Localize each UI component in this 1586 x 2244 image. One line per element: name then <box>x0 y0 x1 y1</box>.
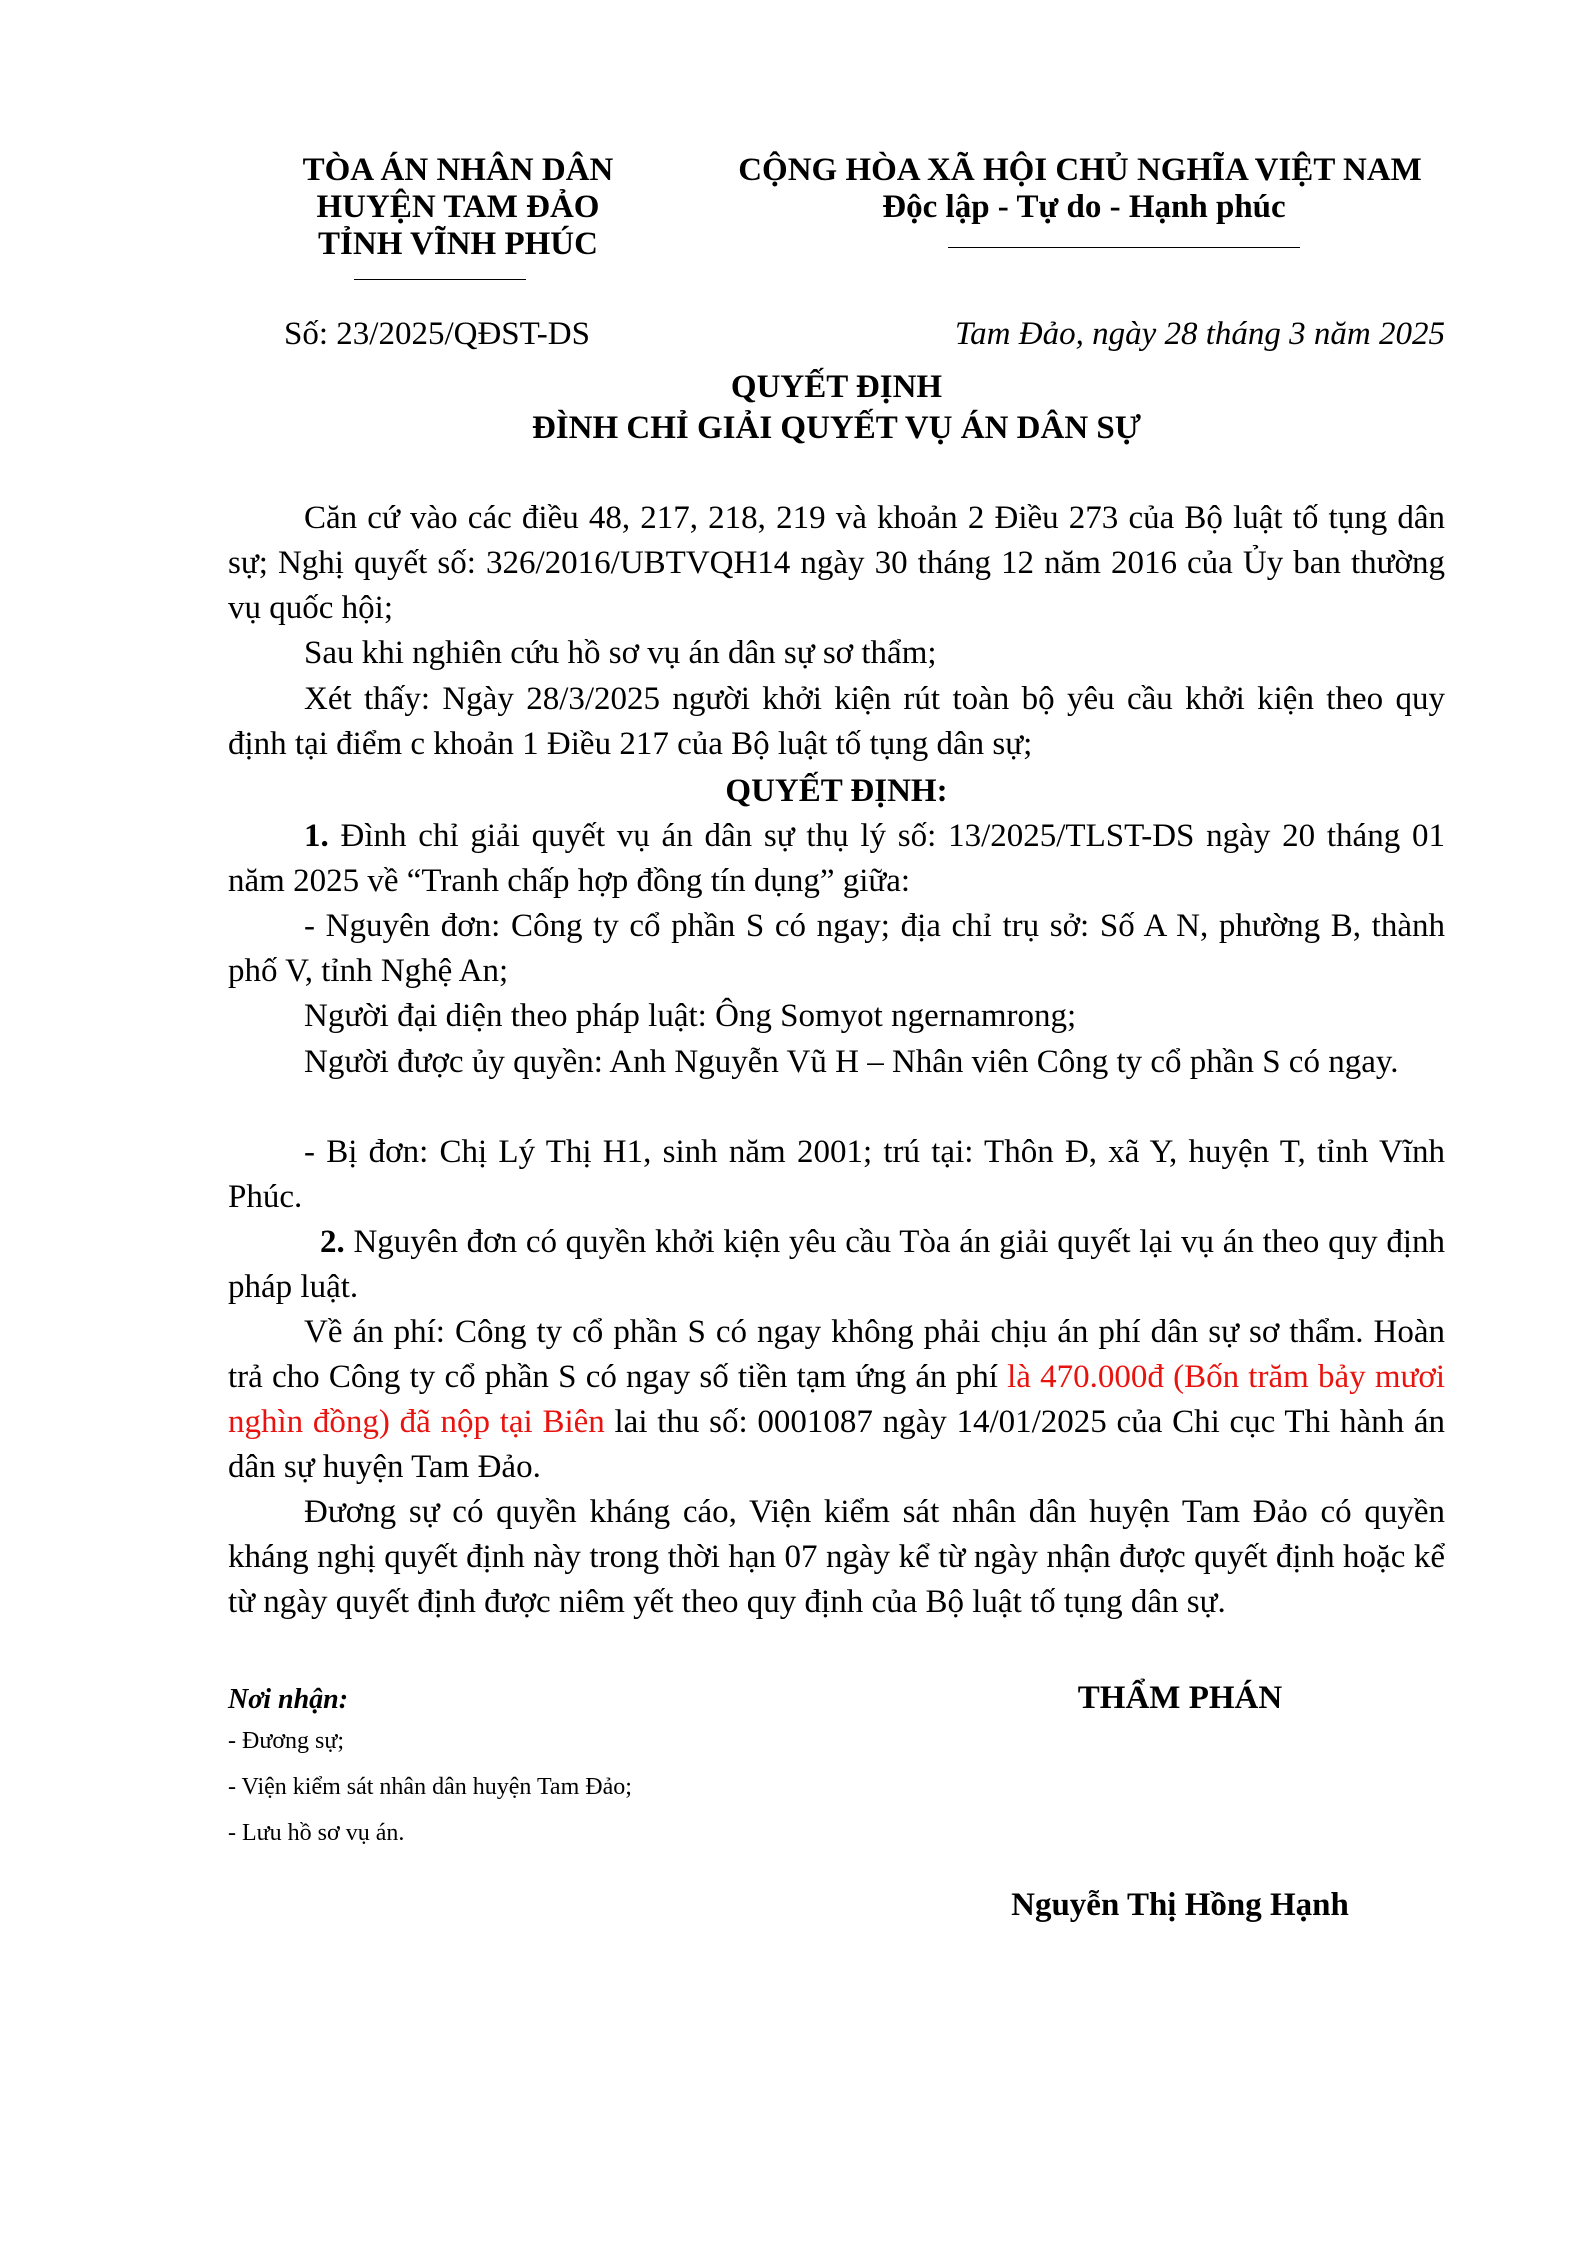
recipient-item: - Viện kiểm sát nhân dân huyện Tam Đảo; <box>228 1774 632 1800</box>
nation-title: CỘNG HÒA XÃ HỘI CHỦ NGHĨA VIỆT NAM <box>738 152 1422 188</box>
document-number: Số: 23/2025/QĐST-DS <box>284 316 590 352</box>
decision-item-2 <box>228 1220 1445 1310</box>
item-2-text: Nguyên đơn có quyền khởi kiện yêu cầu Tòa án giải quyết lại vụ án theo quy định pháp luật. <box>228 1224 1445 1305</box>
court-header-rule <box>354 279 526 280</box>
recipient-item: - Đương sự; <box>228 1728 345 1754</box>
item-1-number: 1. <box>304 818 329 854</box>
decision-item-1 <box>228 814 1445 904</box>
item-2-number: 2. <box>320 1224 345 1260</box>
court-name: TÒA ÁN NHÂN DÂN <box>302 152 614 188</box>
court-province: TỈNH VĨNH PHÚC <box>318 226 598 262</box>
motto-rule <box>948 247 1300 248</box>
legal-representative: Người đại diện theo pháp luật: Ông Somyot ngernamrong; <box>304 998 1077 1034</box>
signature-title: THẨM PHÁN <box>1077 1680 1283 1716</box>
judge-name: Nguyễn Thị Hồng Hạnh <box>1011 1887 1349 1923</box>
item-1-text: Đình chỉ giải quyết vụ án dân sự thụ lý số: 13/2025/TLST-DS ngày 20 tháng 01 năm 2025 về “Tranh chấp hợp đồng tín dụng” giữa: <box>228 818 1445 899</box>
recipients-list <box>228 1725 632 1863</box>
court-district: HUYỆN TAM ĐẢO <box>316 189 600 225</box>
document-title: QUYẾT ĐỊNH <box>730 369 943 405</box>
national-motto: Độc lập - Tự do - Hạnh phúc <box>882 189 1286 225</box>
fee-amount-highlight: là 470.000đ (Bốn trăm bảy mươi nghìn đồng) đã nộp tại Biên <box>228 1359 1445 1440</box>
fee-text-start: Về án phí: Công ty cổ phần S có ngay không phải chịu án phí dân sự sơ thẩm. Hoàn trả cho Công ty cổ phần S có ngay số tiền tạm ứng án phí <box>228 1314 1445 1395</box>
appeal-rights-paragraph: Đương sự có quyền kháng cáo, Viện kiểm sát nhân dân huyện Tam Đảo có quyền kháng nghị quyết định này trong thời hạn 07 ngày kể từ ngày nhận được quyết định hoặc kể từ ngày quyết định được niêm yết theo quy định của Bộ luật tố tụng dân sự. <box>228 1494 1445 1620</box>
nation-header <box>700 152 1460 226</box>
place-and-date: Tam Đảo, ngày 28 tháng 3 năm 2025 <box>954 316 1445 352</box>
recipient-item: - Lưu hồ sơ vụ án. <box>228 1820 405 1846</box>
consideration-paragraph: Xét thấy: Ngày 28/3/2025 người khởi kiện rút toàn bộ yêu cầu khởi kiện theo quy định tại điểm c khoản 1 Điều 217 của Bộ luật tố tụng dân sự; <box>228 681 1445 762</box>
plaintiff-paragraph: - Nguyên đơn: Công ty cổ phần S có ngay; địa chỉ trụ sở: Số A N, phường B, thành phố V, tỉnh Nghệ An; <box>228 908 1445 989</box>
document-subtitle: ĐÌNH CHỈ GIẢI QUYẾT VỤ ÁN DÂN SỰ <box>531 410 1142 446</box>
review-paragraph: Sau khi nghiên cứu hồ sơ vụ án dân sự sơ thẩm; <box>304 635 937 671</box>
defendant-paragraph: - Bị đơn: Chị Lý Thị H1, sinh năm 2001; trú tại: Thôn Đ, xã Y, huyện T, tỉnh Vĩnh Phúc. <box>228 1134 1445 1215</box>
court-fee-paragraph <box>228 1310 1445 1490</box>
authorized-person: Người được ủy quyền: Anh Nguyễn Vũ H – Nhân viên Công ty cổ phần S có ngay. <box>304 1044 1399 1080</box>
fee-text-end: lai thu số: 0001087 ngày 14/01/2025 của Chi cục Thi hành án dân sự huyện Tam Đảo. <box>228 1404 1445 1485</box>
decision-heading: QUYẾT ĐỊNH: <box>725 773 948 809</box>
legal-basis-paragraph: Căn cứ vào các điều 48, 217, 218, 219 và khoản 2 Điều 273 của Bộ luật tố tụng dân sự; Nghị quyết số: 326/2016/UBTVQH14 ngày 30 tháng 12 năm 2016 của Ủy ban thường vụ quốc hội; <box>228 500 1445 626</box>
court-header <box>278 152 638 263</box>
recipients-heading: Nơi nhận: <box>228 1684 349 1715</box>
